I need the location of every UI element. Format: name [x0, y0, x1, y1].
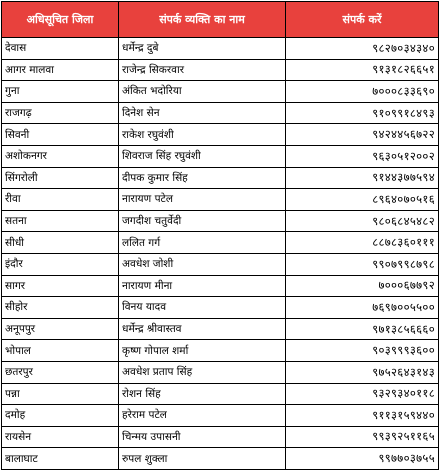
contact-name-cell: दीपक कुमार सिंह [119, 167, 286, 189]
contact-number-cell: ९९७७०३७५५ [286, 448, 439, 470]
district-cell: आगर मालवा [2, 59, 119, 81]
contact-name-cell: ललित गर्ग [119, 232, 286, 254]
contact-number-cell: ९८२७०३४३४० [286, 38, 439, 60]
district-cell: राजगढ़ [2, 102, 119, 124]
table-row [2, 361, 439, 383]
district-cell: सिवनी [2, 124, 119, 146]
table-row [2, 210, 439, 232]
contact-number-cell: ९७५२६४३१४३ [286, 361, 439, 383]
column-header-contact-name: संपर्क व्यक्ति का नाम [119, 2, 286, 38]
contact-number-cell: ९६३०५१२००२ [286, 145, 439, 167]
contact-number-cell: ७६९७००५५०० [286, 297, 439, 319]
contact-name-cell: अवधेश जोशी [119, 253, 286, 275]
contact-name-cell: कृष्ण गोपाल शर्मा [119, 340, 286, 362]
table-row [2, 145, 439, 167]
contact-number-cell: ९९०७९९८७९८ [286, 253, 439, 275]
district-cell: दमोह [2, 405, 119, 427]
contact-name-cell: अवधेश प्रताप सिंह [119, 361, 286, 383]
contact-name-cell: शिवराज सिंह रघुवंशी [119, 145, 286, 167]
contact-name-cell: राकेश रघुवंशी [119, 124, 286, 146]
table-row [2, 124, 439, 146]
table-row [2, 340, 439, 362]
contact-name-cell: विनय यादव [119, 297, 286, 319]
district-cell: इंदौर [2, 253, 119, 275]
table-row [2, 189, 439, 211]
district-cell: रायसेन [2, 426, 119, 448]
table-row [2, 253, 439, 275]
table-row [2, 318, 439, 340]
table-row [2, 232, 439, 254]
contact-number-cell: ८९६४०७०५१६ [286, 189, 439, 211]
district-cell: सीहोर [2, 297, 119, 319]
table-row [2, 167, 439, 189]
contact-name-cell: चिन्मय उपासनी [119, 426, 286, 448]
district-cell: सागर [2, 275, 119, 297]
district-cell: रीवा [2, 189, 119, 211]
contact-name-cell: धर्मेन्द्र श्रीवास्तव [119, 318, 286, 340]
district-cell: गुना [2, 81, 119, 103]
table-row [2, 297, 439, 319]
table-row [2, 405, 439, 427]
contact-number-cell: ९८०६८४५४८२ [286, 210, 439, 232]
contact-name-cell: दिनेश सेन [119, 102, 286, 124]
district-cell: छतरपुर [2, 361, 119, 383]
table-row [2, 59, 439, 81]
table-row [2, 102, 439, 124]
contact-name-cell: धर्मेन्द्र दुबे [119, 38, 286, 60]
contact-name-cell: नारायण पटेल [119, 189, 286, 211]
district-cell: देवास [2, 38, 119, 60]
contact-number-cell: ८८७८३६०१११ [286, 232, 439, 254]
contact-name-cell: जगदीश चतुर्वेदी [119, 210, 286, 232]
contact-number-cell: ७०००६७७९२ [286, 275, 439, 297]
district-cell: अनूपपुर [2, 318, 119, 340]
contact-number-cell: ९१०९९१८४९३ [286, 102, 439, 124]
district-cell: सिंगरोली [2, 167, 119, 189]
header-row [2, 2, 439, 38]
contact-number-cell: ९०३९९९३६०० [286, 340, 439, 362]
contact-number-cell: ९४२४४५६७२२ [286, 124, 439, 146]
contact-number-cell: ९३२९३४०११८ [286, 383, 439, 405]
table-body [2, 38, 439, 470]
table-row [2, 38, 439, 60]
contact-name-cell: अंकित भदोरिया [119, 81, 286, 103]
contact-number-cell: ९९३९२५११६५ [286, 426, 439, 448]
contacts-table [1, 1, 439, 470]
table-row [2, 426, 439, 448]
contact-name-cell: हरेराम पटेल [119, 405, 286, 427]
district-cell: भोपाल [2, 340, 119, 362]
contact-name-cell: नारायण मीना [119, 275, 286, 297]
contact-number-cell: ९७१३८५६६६० [286, 318, 439, 340]
district-cell: बालाघाट [2, 448, 119, 470]
contact-number-cell: ९११३१५९४४० [286, 405, 439, 427]
district-cell: अशोकनगर [2, 145, 119, 167]
contact-number-cell: ७०००८३३६९० [286, 81, 439, 103]
contact-name-cell: रोशन सिंह [119, 383, 286, 405]
table-row [2, 383, 439, 405]
contact-name-cell: राजेन्द्र सिकरवार [119, 59, 286, 81]
column-header-contact-number: संपर्क करें [286, 2, 439, 38]
contact-number-cell: ९१४४३७७५९४ [286, 167, 439, 189]
table-row [2, 81, 439, 103]
table-row [2, 448, 439, 470]
district-cell: सीधी [2, 232, 119, 254]
column-header-district: अधिसूचित जिला [2, 2, 119, 38]
district-cell: सतना [2, 210, 119, 232]
contact-name-cell: रुपल शुक्ला [119, 448, 286, 470]
table-row [2, 275, 439, 297]
district-cell: पन्ना [2, 383, 119, 405]
contact-number-cell: ९१३१८२६६५१ [286, 59, 439, 81]
